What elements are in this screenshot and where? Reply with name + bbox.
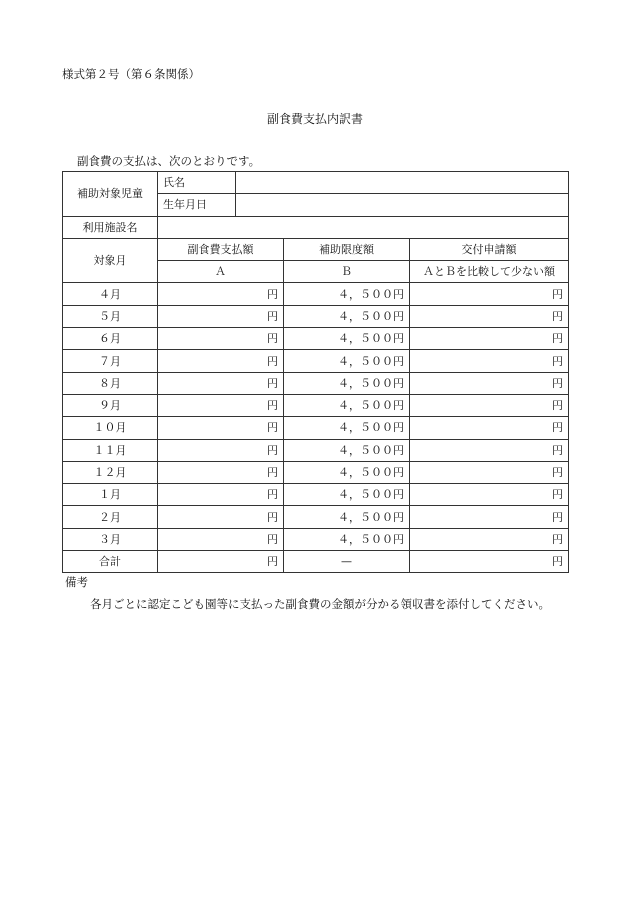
limit-amount-cell: ４，５００円 xyxy=(284,283,410,305)
month-row xyxy=(63,350,569,372)
col-a-subheader: Ａ xyxy=(158,261,284,283)
month-label: ９月 xyxy=(63,394,158,416)
paid-amount-cell[interactable]: 円 xyxy=(158,528,284,550)
limit-amount-cell: ４，５００円 xyxy=(284,328,410,350)
col-b-header: 補助限度額 xyxy=(284,238,410,260)
remarks-text: 各月ごとに認定こども園等に支払った副食費の金額が分かる領収書を添付してください。 xyxy=(90,597,550,611)
month-label: ８月 xyxy=(63,372,158,394)
paid-amount-cell[interactable]: 円 xyxy=(158,461,284,483)
request-amount-cell[interactable]: 円 xyxy=(410,439,569,461)
month-label: ２月 xyxy=(63,506,158,528)
request-amount-cell[interactable]: 円 xyxy=(410,305,569,327)
paid-amount-cell[interactable]: 円 xyxy=(158,372,284,394)
paid-amount-cell[interactable]: 円 xyxy=(158,439,284,461)
remarks-heading: 備考 xyxy=(65,575,88,589)
col-a-header: 副食費支払額 xyxy=(158,238,284,260)
month-label: ４月 xyxy=(63,283,158,305)
request-amount-cell[interactable]: 円 xyxy=(410,283,569,305)
request-amount-cell[interactable]: 円 xyxy=(410,461,569,483)
month-label: ７月 xyxy=(63,350,158,372)
total-limit-cell: — xyxy=(284,551,410,573)
birthdate-value[interactable] xyxy=(236,194,569,216)
child-label: 補助対象児童 xyxy=(63,172,158,217)
month-row xyxy=(63,528,569,550)
col-c-subheader: ＡとＢを比較して少ない額 xyxy=(410,261,569,283)
document-title: 副食費支払内訳書 xyxy=(266,112,363,126)
header-row xyxy=(63,238,569,260)
paid-amount-cell[interactable]: 円 xyxy=(158,417,284,439)
col-c-header: 交付申請額 xyxy=(410,238,569,260)
month-row xyxy=(63,394,569,416)
month-label: １０月 xyxy=(63,417,158,439)
limit-amount-cell: ４，５００円 xyxy=(284,506,410,528)
paid-amount-cell[interactable]: 円 xyxy=(158,283,284,305)
month-row xyxy=(63,484,569,506)
birthdate-label: 生年月日 xyxy=(158,194,236,216)
month-row xyxy=(63,328,569,350)
facility-row xyxy=(63,216,569,238)
month-row xyxy=(63,283,569,305)
limit-amount-cell: ４，５００円 xyxy=(284,394,410,416)
limit-amount-cell: ４，５００円 xyxy=(284,305,410,327)
name-label: 氏名 xyxy=(158,172,236,194)
month-label: ５月 xyxy=(63,305,158,327)
paid-amount-cell[interactable]: 円 xyxy=(158,305,284,327)
paid-amount-cell[interactable]: 円 xyxy=(158,350,284,372)
request-amount-cell[interactable]: 円 xyxy=(410,506,569,528)
request-amount-cell[interactable]: 円 xyxy=(410,394,569,416)
child-name-row xyxy=(63,172,569,194)
name-value[interactable] xyxy=(236,172,569,194)
limit-amount-cell: ４，５００円 xyxy=(284,461,410,483)
month-label: １月 xyxy=(63,484,158,506)
limit-amount-cell: ４，５００円 xyxy=(284,484,410,506)
paid-amount-cell[interactable]: 円 xyxy=(158,506,284,528)
facility-label: 利用施設名 xyxy=(63,216,158,238)
paid-amount-cell[interactable]: 円 xyxy=(158,484,284,506)
month-label: １２月 xyxy=(63,461,158,483)
total-paid-cell[interactable]: 円 xyxy=(158,551,284,573)
month-row xyxy=(63,305,569,327)
request-amount-cell[interactable]: 円 xyxy=(410,484,569,506)
facility-value[interactable] xyxy=(158,216,569,238)
month-row xyxy=(63,372,569,394)
month-row xyxy=(63,439,569,461)
month-label: ３月 xyxy=(63,528,158,550)
request-amount-cell[interactable]: 円 xyxy=(410,417,569,439)
total-row xyxy=(63,551,569,573)
intro-text: 副食費の支払は、次のとおりです。 xyxy=(77,154,261,168)
breakdown-table-body xyxy=(63,172,569,573)
request-amount-cell[interactable]: 円 xyxy=(410,328,569,350)
month-label: ６月 xyxy=(63,328,158,350)
month-row xyxy=(63,461,569,483)
total-label: 合計 xyxy=(63,551,158,573)
limit-amount-cell: ４，５００円 xyxy=(284,417,410,439)
limit-amount-cell: ４，５００円 xyxy=(284,350,410,372)
breakdown-table xyxy=(62,171,569,573)
month-row xyxy=(63,506,569,528)
month-label: １１月 xyxy=(63,439,158,461)
limit-amount-cell: ４，５００円 xyxy=(284,528,410,550)
request-amount-cell[interactable]: 円 xyxy=(410,372,569,394)
month-header: 対象月 xyxy=(63,238,158,283)
month-row xyxy=(63,417,569,439)
limit-amount-cell: ４，５００円 xyxy=(284,372,410,394)
limit-amount-cell: ４，５００円 xyxy=(284,439,410,461)
col-b-subheader: Ｂ xyxy=(284,261,410,283)
form-number: 様式第２号（第６条関係） xyxy=(62,67,200,81)
paid-amount-cell[interactable]: 円 xyxy=(158,394,284,416)
request-amount-cell[interactable]: 円 xyxy=(410,350,569,372)
total-request-cell[interactable]: 円 xyxy=(410,551,569,573)
paid-amount-cell[interactable]: 円 xyxy=(158,328,284,350)
request-amount-cell[interactable]: 円 xyxy=(410,528,569,550)
